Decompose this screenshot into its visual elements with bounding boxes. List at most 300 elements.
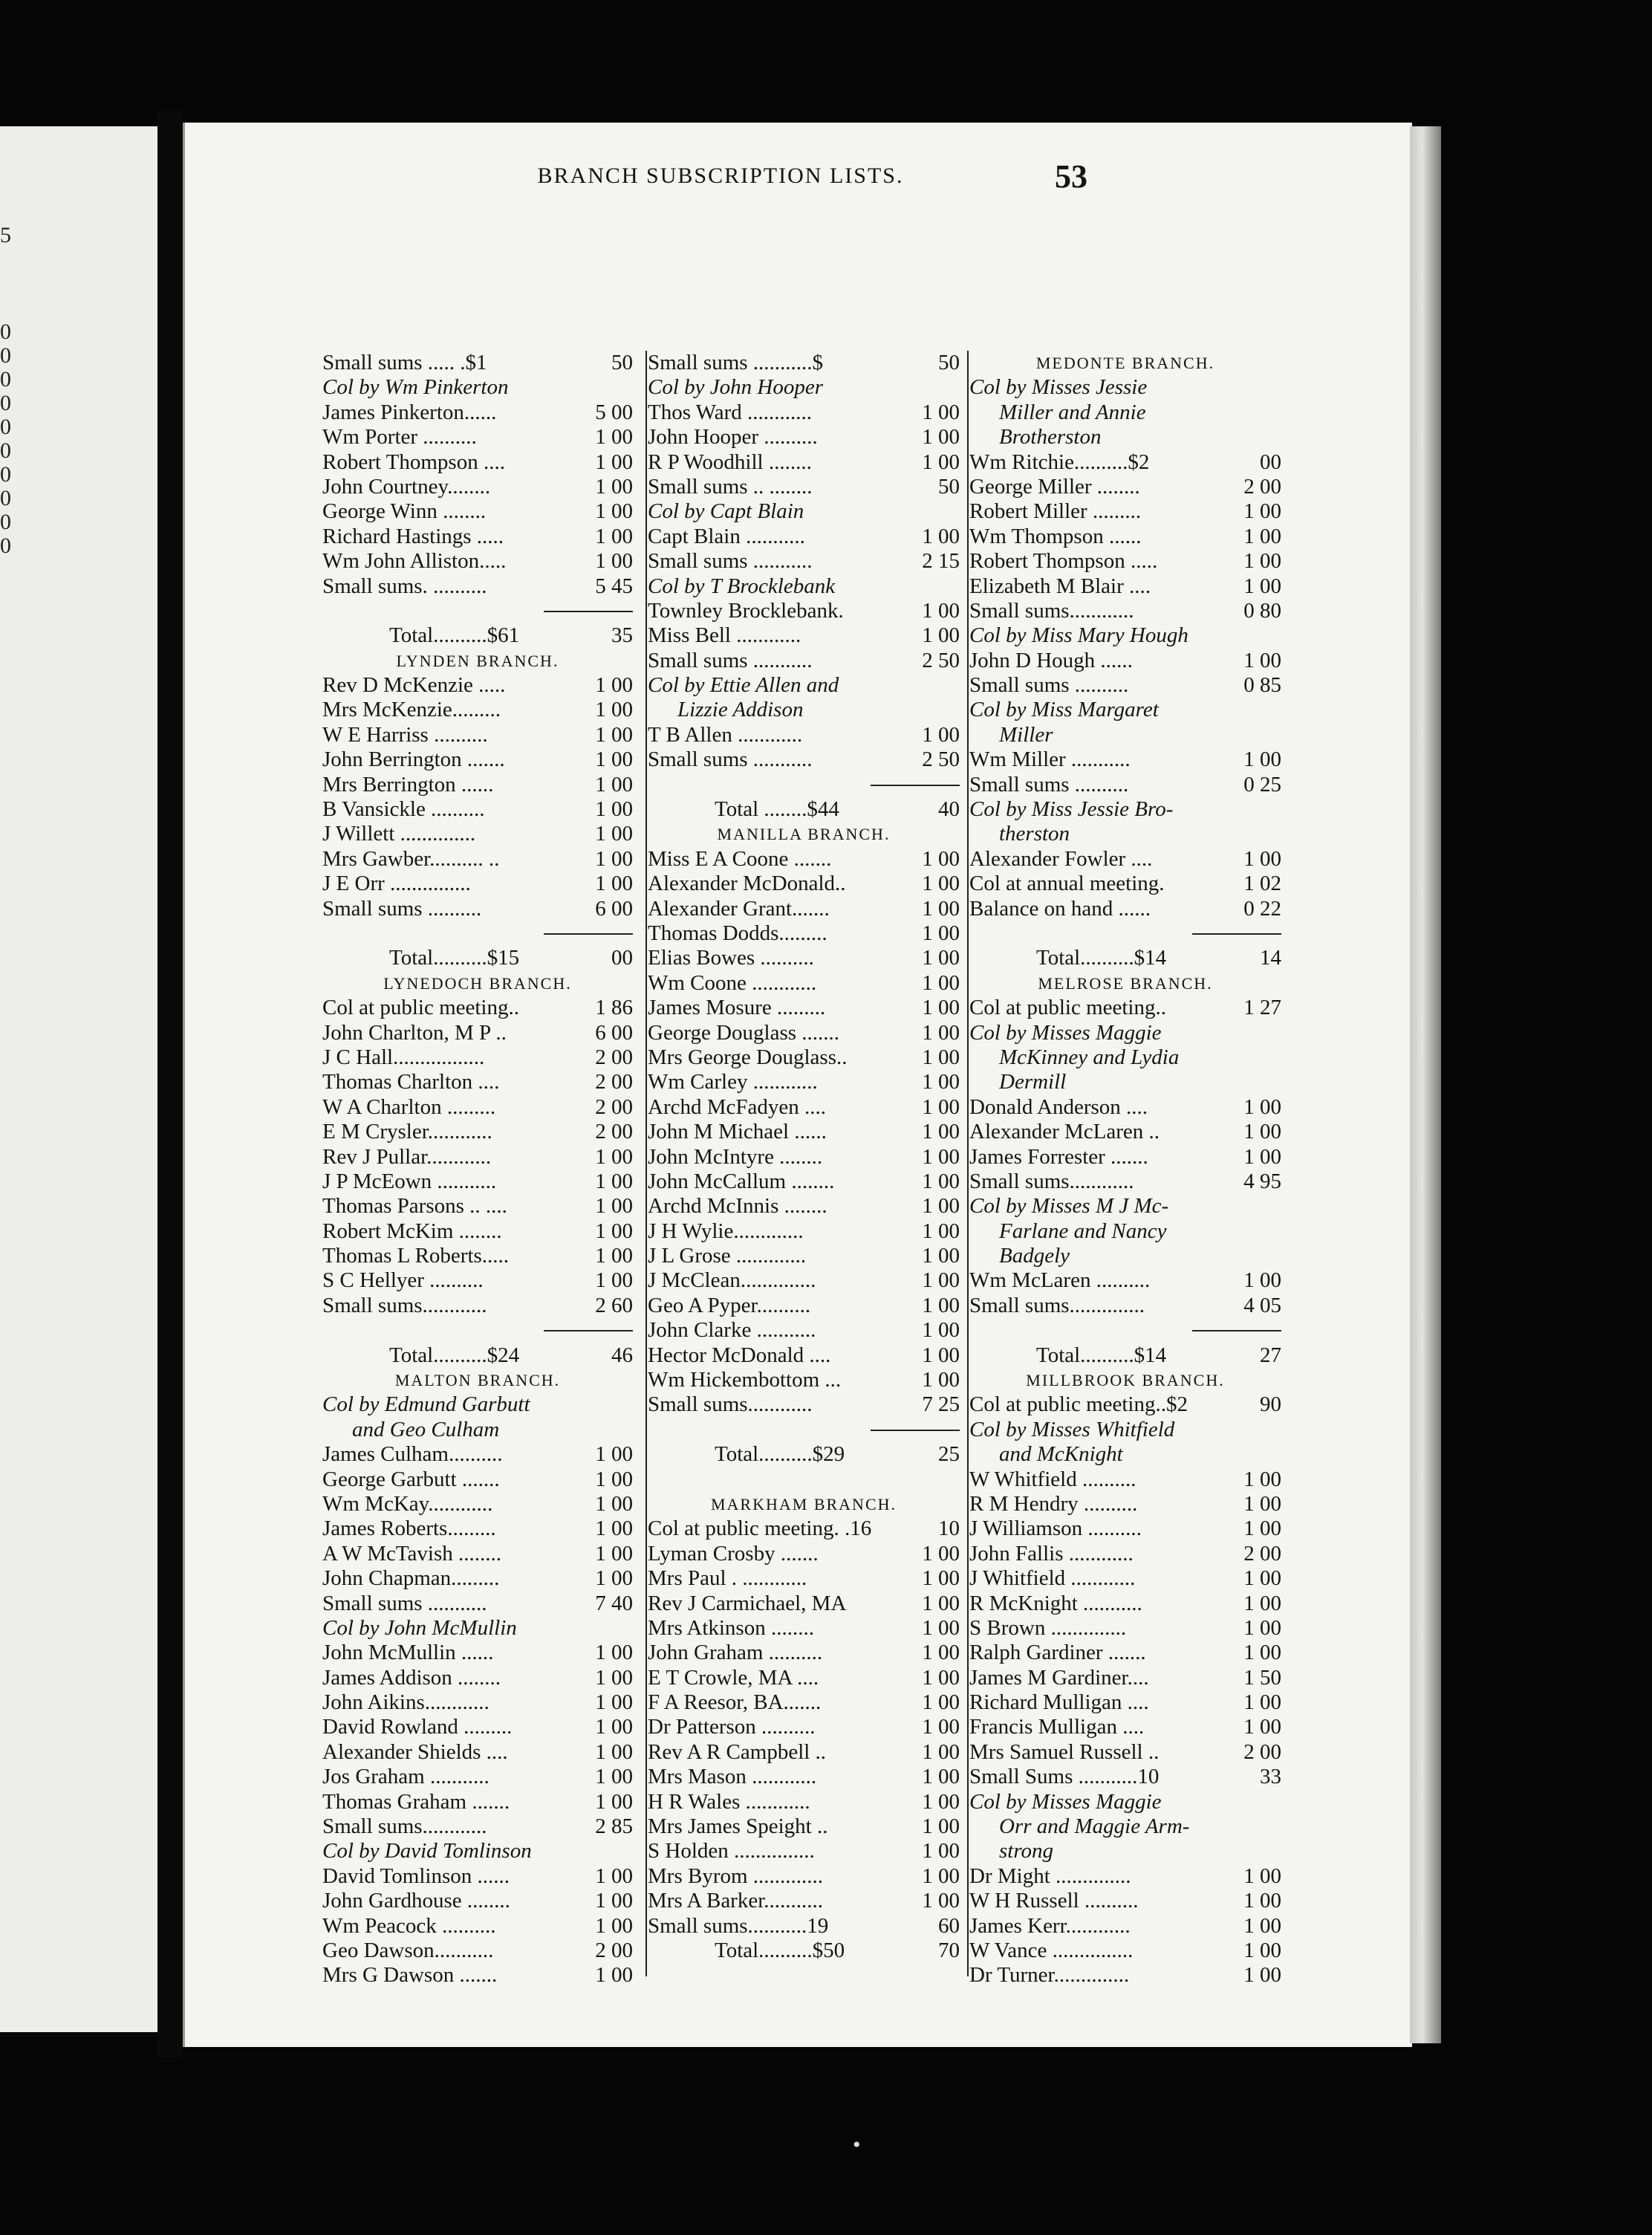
entry-name: James Addison ........ [322,1665,501,1690]
entry-amount: 7 25 [922,1392,960,1417]
list-entry [322,1095,633,1120]
branch-total [322,1343,633,1368]
list-entry [969,1963,1281,1988]
list-entry [322,450,633,475]
list-entry [969,1268,1281,1293]
column-1 [322,351,633,1988]
list-entry [322,425,633,450]
entry-amount: 1 00 [1243,1690,1281,1715]
list-entry [648,1914,960,1939]
entry-amount: 1 00 [922,1070,960,1094]
list-entry [322,797,633,822]
entry-amount: 1 00 [922,946,960,970]
entry-name: J E Orr ............... [322,872,471,896]
collector-heading [969,1418,1281,1442]
list-entry [322,1442,633,1467]
collector-heading [648,375,960,400]
entry-amount: 00 [611,946,633,970]
list-entry [322,1045,633,1070]
list-entry [969,649,1281,673]
entry-amount: 1 00 [595,1491,633,1516]
entry-amount: 1 00 [922,1839,960,1863]
entry-name: Wm Carley ............ [648,1070,818,1094]
list-entry [322,1517,633,1541]
entry-name: Col by Edmund Garbutt [322,1392,530,1417]
entry-name: F A Reesor, BA....... [648,1690,822,1715]
collector-heading [648,574,960,599]
entry-name: Small sums.............. [969,1293,1145,1317]
entry-amount: 0 25 [1243,772,1281,797]
entry-name: LYNDEN BRANCH. [396,651,559,670]
total-rule [322,599,633,623]
list-entry [648,623,960,648]
entry-amount: 1 00 [595,1963,633,1988]
entry-name: Robert Thompson ..... [969,549,1158,574]
entry-amount: 1 00 [595,1268,633,1293]
fragment-digit: 0 [0,510,11,534]
entry-name: Elizabeth M Blair .... [969,574,1151,598]
entry-name: Dr Turner.............. [969,1963,1130,1988]
book-spine [157,111,183,2058]
entry-amount: 1 00 [922,921,960,945]
entry-amount: 1 00 [1243,1566,1281,1591]
entry-name: W E Harriss .......... [322,722,488,747]
entry-amount: 1 00 [595,1566,633,1591]
entry-name: John M Michael ...... [648,1120,827,1144]
list-entry [322,574,633,599]
entry-amount: 1 00 [1243,1889,1281,1913]
list-entry [322,1244,633,1268]
entry-amount: 50 [938,351,960,374]
entry-amount: 1 00 [922,1665,960,1690]
entry-name: B Vansickle .......... [322,797,485,822]
list-entry [322,698,633,722]
entry-name: Mrs James Speight .. [648,1814,828,1839]
entry-name: Dr Patterson .......... [648,1715,816,1739]
collector-heading-continued [969,1045,1281,1070]
list-entry [648,599,960,623]
entry-amount: 1 00 [595,474,633,499]
list-entry [969,1492,1281,1517]
entry-name: Wm McLaren .......... [969,1268,1151,1293]
list-entry [648,1294,960,1318]
entry-name: Wm Miller ........... [969,747,1131,772]
entry-amount: 1 00 [922,524,960,548]
entry-name: Miss E A Coone ....... [648,846,832,871]
branch-heading [322,1368,633,1392]
entry-name: Small sums............ [322,1814,487,1839]
entry-name: Small sums............ [969,1169,1134,1193]
entry-name: Thomas Charlton .... [322,1070,500,1094]
entry-amount: 1 00 [1243,1913,1281,1938]
entry-amount: 1 00 [1243,1863,1281,1888]
list-entry [322,351,633,375]
list-entry [969,773,1281,797]
entry-name: Col at annual meeting. [969,872,1165,896]
list-entry [648,1566,960,1591]
list-entry [648,1690,960,1715]
entry-amount: 1 00 [595,425,633,450]
entry-name: George Winn ........ [322,499,487,524]
entry-name: T B Allen ............ [648,722,803,747]
collector-heading [648,673,960,698]
page-edge [1410,126,1441,2043]
entry-amount: 1 00 [922,1889,960,1913]
list-entry [648,1021,960,1045]
entry-amount: 1 00 [922,1690,960,1715]
entry-amount: 7 40 [595,1591,633,1615]
page-number: 53 [1055,158,1087,195]
entry-name: Badgely [999,1244,1070,1268]
list-entry [969,1095,1281,1120]
list-entry [648,649,960,673]
list-entry [648,1368,960,1392]
entry-name: John Gardhouse ........ [322,1889,510,1913]
entry-name: George Garbutt ....... [322,1467,500,1491]
entry-name: Small sums ...........$ [648,351,824,374]
collector-heading-continued [969,425,1281,450]
entry-amount: 1 00 [1243,549,1281,574]
branch-total [322,623,633,648]
entry-name: Mrs Gawber.......... .. [322,846,500,871]
list-entry [969,1566,1281,1591]
entry-name: Wm Thompson ...... [969,524,1142,548]
entry-amount: 1 00 [922,1219,960,1243]
entry-name: Total..........$29 [715,1442,845,1467]
list-entry [322,673,633,698]
collector-heading [969,375,1281,400]
entry-name: E T Crowle, MA .... [648,1665,819,1690]
entry-amount: 1 00 [922,722,960,747]
entry-name: R M Hendry .......... [969,1491,1138,1516]
column-divider-2 [967,351,969,1976]
entry-name: Col at public meeting. .16 [648,1517,872,1541]
entry-amount: 2 00 [595,1045,633,1069]
entry-amount: 1 00 [922,996,960,1020]
entry-name: Robert Miller ......... [969,499,1142,524]
entry-name: Col by Miss Mary Hough [969,623,1188,648]
list-entry [648,1542,960,1566]
entry-name: Jos Graham ........... [322,1765,490,1789]
list-entry [322,1939,633,1963]
entry-name: and Geo Culham [352,1417,500,1441]
entry-name: Wm Coone ............ [648,970,817,995]
entry-name: Hector McDonald .... [648,1343,831,1367]
entry-amount: 1 00 [922,598,960,623]
collector-heading [322,1839,633,1863]
list-entry [322,1963,633,1988]
entry-name: W H Russell .......... [969,1889,1139,1913]
entry-name: Ralph Gardiner ....... [969,1641,1146,1665]
collector-heading-continued [969,400,1281,425]
entry-amount: 1 00 [922,1144,960,1169]
entry-amount: 1 00 [595,1244,633,1268]
entry-amount: 1 00 [922,1814,960,1839]
entry-amount: 1 00 [922,1566,960,1591]
collector-heading-continued [969,723,1281,747]
list-entry [648,1616,960,1641]
entry-name: Alexander McLaren .. [969,1120,1160,1144]
page-speck: • [853,2132,861,2157]
entry-amount: 2 50 [922,747,960,772]
list-entry [648,872,960,896]
entry-name: MEDONTE BRANCH. [1035,354,1215,372]
list-entry [322,1641,633,1665]
entry-name: McKinney and Lydia [999,1045,1180,1069]
list-entry [969,1145,1281,1170]
list-entry [648,1194,960,1219]
list-entry [648,1517,960,1541]
list-entry [969,872,1281,896]
fragment-digit: 0 [0,415,11,439]
entry-name: George Miller ........ [969,474,1140,499]
entry-amount: 1 00 [595,698,633,722]
entry-name: Col by Misses Maggie [969,1020,1162,1045]
entry-amount: 1 00 [1243,1715,1281,1739]
entry-name: J McClean.............. [648,1268,816,1293]
entry-name: E M Crysler............ [322,1120,492,1144]
list-entry [322,723,633,747]
list-entry [648,747,960,772]
list-entry [322,1021,633,1045]
entry-name: MALTON BRANCH. [394,1371,561,1390]
entry-name: Col by John McMullin [322,1615,517,1640]
entry-name: James Culham.......... [322,1442,503,1467]
entry-amount: 1 27 [1243,996,1281,1020]
entry-name: Col at public meeting.. [969,996,1166,1020]
entry-name: David Rowland ......... [322,1715,513,1739]
entry-name: W A Charlton ......... [322,1094,496,1119]
entry-name: John Courtney........ [322,474,491,499]
entry-amount: 1 00 [595,1541,633,1566]
entry-name: John Aikins............ [322,1690,490,1715]
entry-amount: 1 00 [595,673,633,698]
entry-name: Col by T Brocklebank [648,574,836,598]
entry-name: W Whitfield .......... [969,1467,1136,1491]
running-header: BRANCH SUBSCRIPTION LISTS. [537,163,904,188]
entry-name: Rev J Carmichael, MA [648,1591,847,1615]
entry-name: J C Hall................. [322,1045,485,1069]
entry-amount: 1 00 [922,1194,960,1219]
branch-heading [969,351,1281,375]
entry-amount: 33 [1260,1765,1281,1789]
entry-amount: 2 00 [1243,1739,1281,1764]
list-entry [322,1765,633,1789]
entry-name: John Hooper .......... [648,425,818,450]
list-entry [969,1690,1281,1715]
entry-amount: 2 85 [595,1814,633,1839]
list-entry [969,1592,1281,1616]
entry-name: therston [999,822,1070,846]
entry-name: Small sums .. ........ [648,474,813,499]
entry-name: John Berrington ....... [322,747,505,772]
list-entry [322,1170,633,1194]
entry-amount: 1 00 [595,1715,633,1739]
entry-amount: 2 00 [595,1070,633,1094]
entry-name: John D Hough ...... [969,648,1133,672]
entry-amount: 1 00 [922,1641,960,1665]
entry-name: Brotherston [999,425,1102,450]
list-entry [322,773,633,797]
list-entry [322,400,633,425]
entry-name: John Graham .......... [648,1641,823,1665]
fragment-digit: 0 [0,533,11,558]
entry-name: Thos Ward ............ [648,400,813,424]
list-entry [648,450,960,475]
list-entry [322,747,633,772]
entry-amount: 5 00 [595,400,633,424]
list-entry [322,1070,633,1094]
entry-name: James M Gardiner.... [969,1665,1149,1690]
branch-heading [648,822,960,846]
entry-amount: 1 00 [922,1765,960,1789]
collector-heading [969,698,1281,722]
list-entry [648,897,960,921]
entry-amount: 2 00 [595,1094,633,1119]
entry-name: David Tomlinson ...... [322,1863,510,1888]
list-entry [969,1715,1281,1739]
list-entry [969,1914,1281,1939]
entry-name: Richard Mulligan .... [969,1690,1149,1715]
list-entry [969,1889,1281,1913]
list-entry [322,1542,633,1566]
entry-name: Thomas Dodds......... [648,921,827,945]
list-entry [322,549,633,574]
entry-name: James Kerr............ [969,1913,1131,1938]
list-entry [322,1294,633,1318]
entry-name: Thomas Parsons .. .... [322,1194,507,1219]
entry-amount: 1 00 [922,1739,960,1764]
entry-amount: 1 00 [595,1467,633,1491]
list-entry [322,1268,633,1293]
entry-amount: 1 00 [595,1863,633,1888]
entry-amount: 14 [1260,946,1281,970]
list-entry [322,1492,633,1517]
entry-amount: 1 00 [922,1094,960,1119]
entry-name: Col by Miss Jessie Bro- [969,797,1174,822]
entry-amount: 1 00 [595,1739,633,1764]
entry-amount: 35 [611,623,633,648]
entry-name: A W McTavish ........ [322,1541,501,1566]
list-entry [648,996,960,1020]
entry-amount: 1 00 [1243,1094,1281,1119]
entry-name: Wm Hickembottom ... [648,1368,842,1392]
entry-amount: 1 00 [1243,1144,1281,1169]
fragment-digit: 0 [0,367,11,392]
entry-name: S Brown .............. [969,1615,1127,1640]
entry-name: Miss Bell ............ [648,623,801,648]
entry-name: and McKnight [999,1442,1123,1467]
entry-amount: 1 00 [595,1517,633,1541]
entry-amount: 1 00 [595,846,633,871]
fragment-digit: 5 [0,223,11,247]
list-entry [969,1392,1281,1417]
list-entry [648,549,960,574]
collector-heading [322,1616,633,1641]
list-entry [969,747,1281,772]
list-entry [969,1740,1281,1765]
list-entry [648,1740,960,1765]
entry-amount: 1 00 [595,722,633,747]
entry-name: Balance on hand ...... [969,896,1151,921]
entry-name: Lizzie Addison [677,698,804,722]
entry-amount: 1 00 [1243,1591,1281,1615]
entry-name: John Chapman......... [322,1566,500,1591]
list-entry [648,425,960,450]
list-entry [969,897,1281,921]
branch-total [648,797,960,822]
list-entry [969,673,1281,698]
entry-name: Rev D McKenzie ..... [322,673,506,698]
entry-amount: 90 [1260,1392,1281,1417]
list-entry [648,1839,960,1863]
entry-amount: 6 00 [595,1020,633,1045]
entry-name: Col by Miss Margaret [969,698,1159,722]
entry-amount: 1 00 [595,797,633,822]
list-entry [648,1790,960,1814]
list-entry [969,1765,1281,1789]
entry-name: Col at public meeting..$2 [969,1392,1188,1417]
entry-amount: 2 00 [1243,474,1281,499]
list-entry [322,1814,633,1839]
entry-amount: 1 00 [595,1144,633,1169]
entry-name: Robert Thompson .... [322,450,505,474]
list-entry [648,1045,960,1070]
entry-amount: 1 00 [1243,1467,1281,1491]
entry-name: George Douglass ....... [648,1020,840,1045]
entry-amount: 1 00 [922,623,960,648]
entry-amount: 1 00 [1243,499,1281,524]
list-entry [322,847,633,872]
entry-name: Robert McKim ........ [322,1219,502,1243]
entry-name: Small sums ........... [648,549,813,574]
entry-name: Small sums ........... [322,1591,487,1615]
entry-amount: 1 00 [922,1268,960,1293]
branch-total [648,1442,960,1467]
fragment-digit: 0 [0,462,11,487]
list-entry [322,525,633,549]
entry-name: Small sums. .......... [322,574,487,598]
entry-amount: 1 00 [595,747,633,772]
list-entry [648,946,960,970]
entry-name: MANILLA BRANCH. [717,825,891,844]
list-entry [322,996,633,1020]
entry-amount: 1 00 [922,846,960,871]
list-entry [648,1268,960,1293]
fragment-digit: 0 [0,319,11,344]
entry-name: J Williamson .......... [969,1517,1142,1541]
total-rule [969,1318,1281,1343]
collector-heading [969,1021,1281,1045]
entry-name: Wm Ritchie..........$2 [969,450,1150,474]
list-entry [322,1467,633,1492]
branch-total [322,946,633,970]
entry-amount: 1 00 [1243,846,1281,871]
entry-name: MILLBROOK BRANCH. [1026,1371,1225,1390]
entry-name: S Holden ............... [648,1839,815,1863]
list-entry [969,996,1281,1020]
entry-name: H R Wales ............ [648,1789,810,1814]
entry-amount: 1 00 [595,1789,633,1814]
entry-amount: 50 [938,474,960,499]
entry-name: Mrs Berrington ...... [322,772,494,797]
list-entry [648,1392,960,1417]
entry-name: Total..........$14 [1036,1343,1167,1367]
entry-name: James Forrester ....... [969,1144,1148,1169]
entry-amount: 0 80 [1243,598,1281,623]
list-entry [322,1145,633,1170]
entry-amount: 2 00 [595,1120,633,1144]
